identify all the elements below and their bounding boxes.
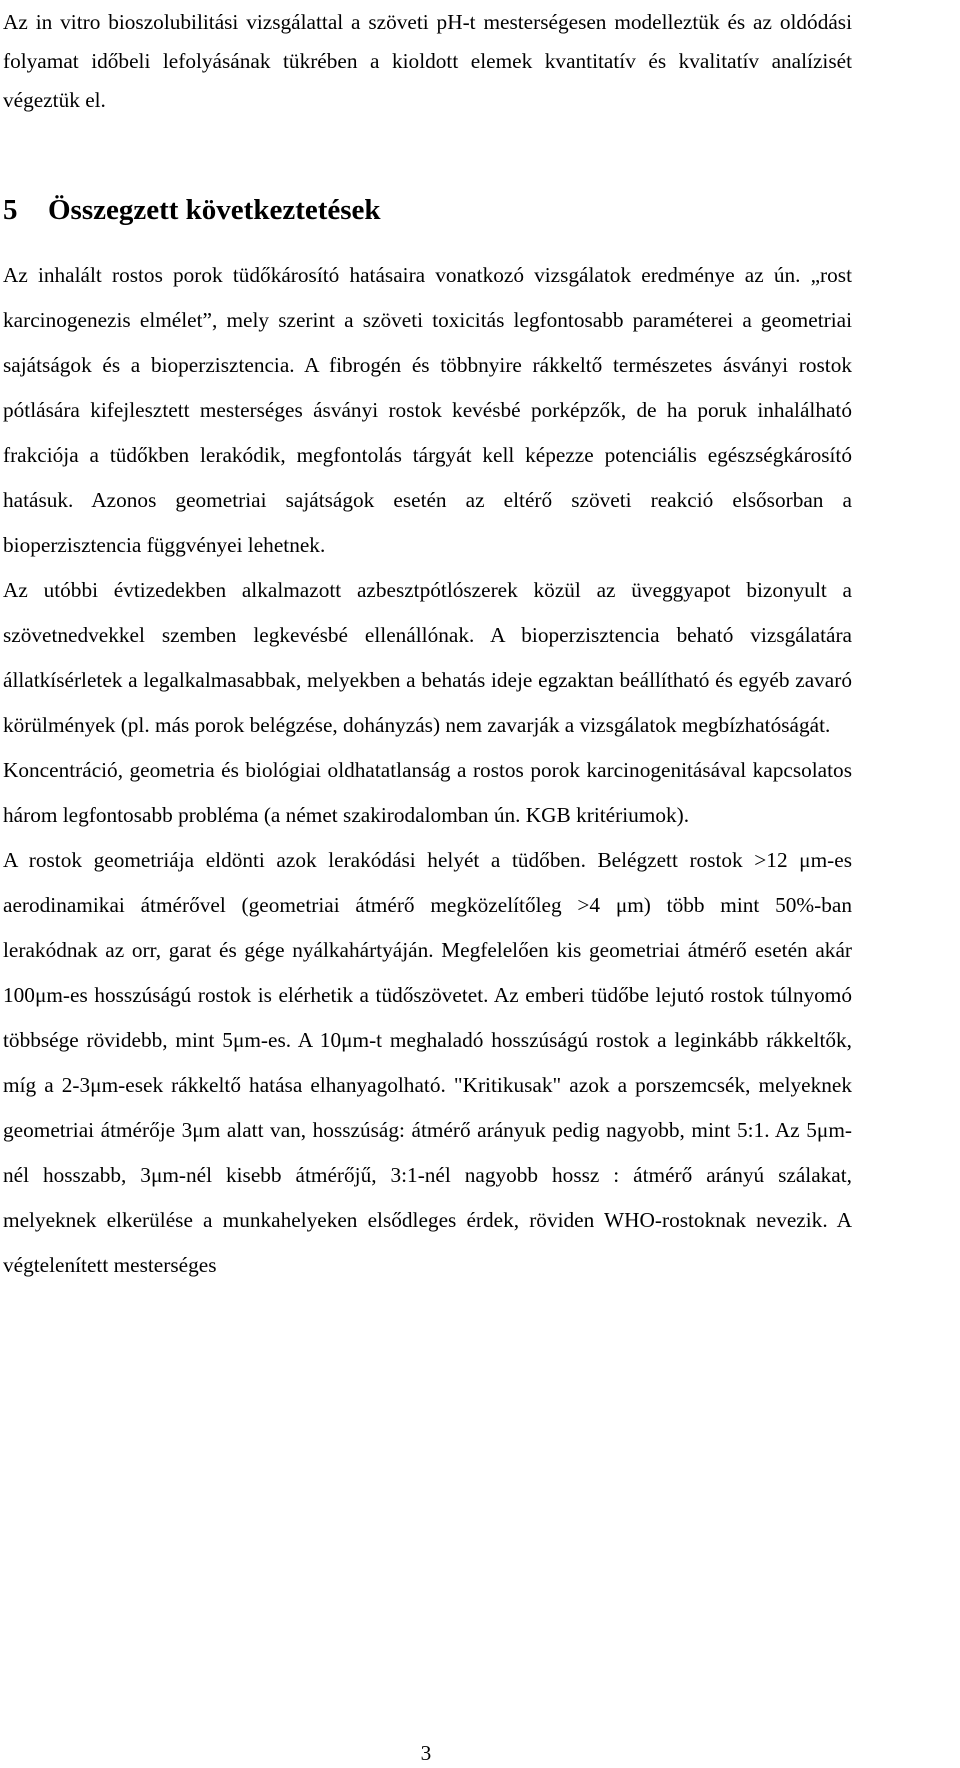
intro-paragraph: Az in vitro bioszolubilitási vizsgálattal a szöveti pH-t mesterségesen modelleztük és az oldódási folyamat időbeli lefolyásának tükrében a kioldott elemek kvantitatív és kvalitatív analízisét végeztük el. [3, 10, 852, 112]
page-content [3, 0, 852, 1288]
body-paragraph-1: Az inhalált rostos porok tüdőkárosító hatásaira vonatkozó vizsgálatok eredménye az ún. „rost karcinogenezis elmélet”, mely szerint a szöveti toxicitás legfontosabb paraméterei a geometriai sajátságok és a bioperzisztencia. A fibrogén és többnyire rákkeltő természetes ásványi rostok pótlására kifejlesztett mesterséges ásványi rostok kevésbé porképzők, de ha poruk inhalálható frakciója a tüdőkben lerakódik, megfontolás tárgyát kell képezze potenciális egészségkárosító hatásuk. Azonos geometriai sajátságok esetén az eltérő szöveti reakció elsősorban a bioperzisztencia függvényei lehetnek. [3, 263, 852, 557]
section-number: 5 [3, 194, 18, 226]
body-paragraph-3: Koncentráció, geometria és biológiai oldhatatlanság a rostos porok karcinogenitásával kapcsolatos három legfontosabb probléma (a német szakirodalomban ún. KGB kritériumok). [3, 758, 852, 827]
section-title: Összegzett következtetések [48, 194, 381, 226]
body-paragraph-2: Az utóbbi évtizedekben alkalmazott azbesztpótlószerek közül az üveggyapot bizonyult a szövetnedvekkel szemben legkevésbé ellenállónak. A bioperzisztencia beható vizsgálatára állatkísérletek a legalkalmasabbak, melyekben a behatás ideje egzaktan beállítható és egyéb zavaró körülmények (pl. más porok belégzése, dohányzás) nem zavarják a vizsgálatok megbízhatóságát. [3, 578, 852, 737]
body-paragraph-4: A rostok geometriája eldönti azok lerakódási helyét a tüdőben. Belégzett rostok >12 μm-es aerodinamikai átmérővel (geometriai átmérő megközelítőleg >4 μm) több mint 50%-ban lerakódnak az orr, garat és gége nyálkahártyáján. Megfelelően kis geometriai átmérő esetén akár 100μm-es hosszúságú rostok is elérhetik a tüdőszövetet. Az emberi tüdőbe lejutó rostok túlnyomó többsége rövidebb, mint 5μm-es. A 10μm-t meghaladó hosszúságú rostok a leginkább rákkeltők, míg a 2-3μm-esek rákkeltő hatása elhanyagolható. "Kritikusak" azok a porszemcsék, melyeknek geometriai átmérője 3μm alatt van, hosszúság: átmérő arányuk pedig nagyobb, mint 5:1. Az 5μm-nél hosszabb, 3μm-nél kisebb átmérőjű, 3:1-nél nagyobb hossz : átmérő arányú szálakat, melyeknek elkerülése a munkahelyeken elsődleges érdek, röviden WHO-rostoknak nevezik. A végtelenített mesterséges [3, 848, 852, 1277]
page-number: 3 [420, 1741, 432, 1765]
section-heading [3, 190, 852, 230]
